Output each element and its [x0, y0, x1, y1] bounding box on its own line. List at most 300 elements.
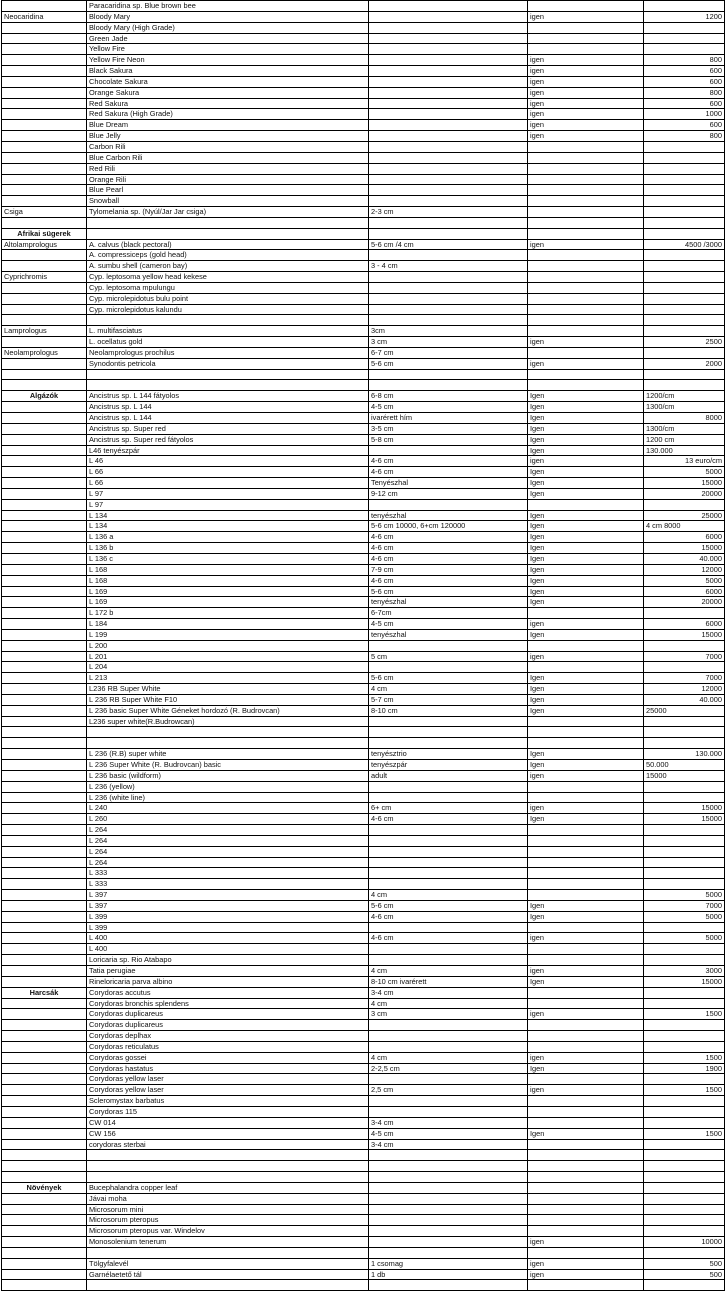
- size-cell: [369, 1096, 528, 1107]
- species-cell: CW 014: [87, 1117, 369, 1128]
- category-cell: [2, 966, 87, 977]
- category-cell: [2, 1096, 87, 1107]
- size-cell: [369, 152, 528, 163]
- price-cell: [644, 879, 725, 890]
- availability-cell: igen: [528, 337, 644, 348]
- category-cell: [2, 1, 87, 12]
- size-cell: [369, 879, 528, 890]
- availability-cell: igen: [528, 358, 644, 369]
- table-row: [2, 640, 725, 651]
- availability-cell: [528, 1204, 644, 1215]
- availability-cell: igen: [528, 66, 644, 77]
- availability-cell: Igen: [528, 488, 644, 499]
- price-cell: [644, 1193, 725, 1204]
- size-cell: [369, 1182, 528, 1193]
- price-cell: [644, 347, 725, 358]
- size-cell: [369, 1041, 528, 1052]
- table-row: [2, 1269, 725, 1280]
- table-row: [2, 532, 725, 543]
- category-cell: [2, 608, 87, 619]
- size-cell: [369, 1280, 528, 1291]
- price-cell: 12000: [644, 684, 725, 695]
- availability-cell: [528, 1215, 644, 1226]
- availability-cell: igen: [528, 1269, 644, 1280]
- table-row: [2, 922, 725, 933]
- species-cell: Chocolate Sakura: [87, 76, 369, 87]
- table-row: [2, 1172, 725, 1183]
- table-row: [2, 1117, 725, 1128]
- size-cell: [369, 1172, 528, 1183]
- availability-cell: [528, 955, 644, 966]
- species-cell: Blue Pearl: [87, 185, 369, 196]
- availability-cell: Igen: [528, 423, 644, 434]
- category-cell: [2, 521, 87, 532]
- price-cell: [644, 304, 725, 315]
- species-cell: L 236 (yellow): [87, 781, 369, 792]
- species-cell: Yellow Fire Neon: [87, 55, 369, 66]
- table-row: [2, 1204, 725, 1215]
- size-cell: 5-6 cm /4 cm: [369, 239, 528, 250]
- price-cell: 3000: [644, 966, 725, 977]
- species-cell: [87, 228, 369, 239]
- size-cell: 5-6 cm 10000, 6+cm 120000: [369, 521, 528, 532]
- category-cell: [2, 1117, 87, 1128]
- species-cell: Carbon Rili: [87, 141, 369, 152]
- size-cell: 3-5 cm: [369, 423, 528, 434]
- category-cell: [2, 66, 87, 77]
- table-row: [2, 423, 725, 434]
- table-row: [2, 575, 725, 586]
- size-cell: tenyészhal: [369, 597, 528, 608]
- category-cell: [2, 1041, 87, 1052]
- category-cell: [2, 423, 87, 434]
- category-cell: [2, 55, 87, 66]
- species-cell: L 240: [87, 803, 369, 814]
- availability-cell: [528, 1193, 644, 1204]
- species-cell: Corydoras gossei: [87, 1052, 369, 1063]
- price-cell: 2500: [644, 337, 725, 348]
- species-cell: Ancistrus sp. L 144: [87, 413, 369, 424]
- category-cell: [2, 575, 87, 586]
- table-row: [2, 337, 725, 348]
- size-cell: [369, 293, 528, 304]
- size-cell: [369, 792, 528, 803]
- availability-cell: igen: [528, 1009, 644, 1020]
- category-cell: [2, 488, 87, 499]
- species-cell: Cyp. microlepidotus bulu point: [87, 293, 369, 304]
- size-cell: 3 cm: [369, 337, 528, 348]
- category-cell: [2, 803, 87, 814]
- availability-cell: [528, 228, 644, 239]
- availability-cell: [528, 1226, 644, 1237]
- size-cell: [369, 196, 528, 207]
- table-row: [2, 33, 725, 44]
- species-cell: Microsorum mini: [87, 1204, 369, 1215]
- species-cell: L 169: [87, 597, 369, 608]
- species-cell: Microsorum pteropus var. Windelov: [87, 1226, 369, 1237]
- category-cell: [2, 109, 87, 120]
- species-cell: L 236 (R.B) super white: [87, 749, 369, 760]
- table-row: [2, 369, 725, 380]
- price-cell: [644, 369, 725, 380]
- price-cell: 5000: [644, 467, 725, 478]
- availability-cell: [528, 716, 644, 727]
- size-cell: 4-6 cm: [369, 911, 528, 922]
- species-cell: L 333: [87, 868, 369, 879]
- size-cell: 4-6 cm: [369, 553, 528, 564]
- price-cell: [644, 326, 725, 337]
- size-cell: 5-7 cm: [369, 694, 528, 705]
- table-row: [2, 478, 725, 489]
- price-cell: 600: [644, 98, 725, 109]
- size-cell: 4 cm: [369, 1052, 528, 1063]
- species-cell: Neolamprologus prochilus: [87, 347, 369, 358]
- table-row: [2, 738, 725, 749]
- table-row: [2, 1128, 725, 1139]
- table-row: [2, 705, 725, 716]
- species-cell: L 397: [87, 900, 369, 911]
- category-cell: [2, 1204, 87, 1215]
- price-cell: [644, 944, 725, 955]
- size-cell: 1 db: [369, 1269, 528, 1280]
- species-cell: Rineloricaria parva albino: [87, 976, 369, 987]
- size-cell: 6+ cm: [369, 803, 528, 814]
- size-cell: [369, 11, 528, 22]
- availability-cell: igen: [528, 87, 644, 98]
- category-cell: [2, 22, 87, 33]
- table-row: [2, 944, 725, 955]
- species-cell: Cyp. microlepidotus kalundu: [87, 304, 369, 315]
- species-cell: Scleromystax barbatus: [87, 1096, 369, 1107]
- table-row: [2, 98, 725, 109]
- category-cell: [2, 814, 87, 825]
- table-row: [2, 380, 725, 391]
- availability-cell: [528, 640, 644, 651]
- availability-cell: [528, 282, 644, 293]
- category-cell: [2, 499, 87, 510]
- price-cell: [644, 835, 725, 846]
- category-cell: [2, 564, 87, 575]
- species-cell: [87, 1172, 369, 1183]
- size-cell: [369, 499, 528, 510]
- price-cell: 8000: [644, 413, 725, 424]
- table-row: [2, 900, 725, 911]
- price-cell: [644, 922, 725, 933]
- availability-cell: igen: [528, 619, 644, 630]
- table-row: [2, 1020, 725, 1031]
- price-cell: 5000: [644, 933, 725, 944]
- table-row: [2, 835, 725, 846]
- size-cell: tenyésztrio: [369, 749, 528, 760]
- size-cell: [369, 185, 528, 196]
- availability-cell: igen: [528, 803, 644, 814]
- price-cell: [644, 1215, 725, 1226]
- availability-cell: [528, 499, 644, 510]
- table-row: [2, 1085, 725, 1096]
- availability-cell: [528, 662, 644, 673]
- size-cell: [369, 141, 528, 152]
- availability-cell: Igen: [528, 532, 644, 543]
- category-cell: [2, 174, 87, 185]
- price-cell: 130.000: [644, 445, 725, 456]
- species-cell: L 400: [87, 933, 369, 944]
- size-cell: [369, 315, 528, 326]
- table-row: [2, 185, 725, 196]
- price-list-table: [1, 0, 725, 1291]
- table-row: [2, 586, 725, 597]
- species-cell: Blue Carbon Rili: [87, 152, 369, 163]
- size-cell: 4-6 cm: [369, 467, 528, 478]
- price-cell: 13 euro/cm: [644, 456, 725, 467]
- size-cell: [369, 640, 528, 651]
- availability-cell: [528, 347, 644, 358]
- category-cell: Algázók: [2, 391, 87, 402]
- size-cell: tenyészhal: [369, 510, 528, 521]
- size-cell: [369, 44, 528, 55]
- table-row: [2, 955, 725, 966]
- size-cell: [369, 1106, 528, 1117]
- category-cell: Cyprichromis: [2, 272, 87, 283]
- size-cell: [369, 163, 528, 174]
- availability-cell: Igen: [528, 402, 644, 413]
- category-cell: Növények: [2, 1182, 87, 1193]
- availability-cell: Igen: [528, 1128, 644, 1139]
- price-cell: 25000: [644, 510, 725, 521]
- price-cell: [644, 152, 725, 163]
- table-row: [2, 11, 725, 22]
- species-cell: L 134: [87, 510, 369, 521]
- species-cell: Corydoras deplhax: [87, 1031, 369, 1042]
- category-cell: [2, 402, 87, 413]
- table-row: [2, 1215, 725, 1226]
- size-cell: [369, 662, 528, 673]
- category-cell: Altolamprologus: [2, 239, 87, 250]
- price-cell: [644, 1041, 725, 1052]
- species-cell: L 97: [87, 499, 369, 510]
- size-cell: [369, 868, 528, 879]
- category-cell: Neolamprologus: [2, 347, 87, 358]
- species-cell: Red Sakura (High Grade): [87, 109, 369, 120]
- species-cell: Ancistrus sp. L 144: [87, 402, 369, 413]
- table-row: [2, 727, 725, 738]
- availability-cell: [528, 998, 644, 1009]
- size-cell: [369, 825, 528, 836]
- category-cell: [2, 337, 87, 348]
- category-cell: [2, 1150, 87, 1161]
- size-cell: [369, 1150, 528, 1161]
- table-row: [2, 662, 725, 673]
- price-cell: [644, 1161, 725, 1172]
- category-cell: [2, 467, 87, 478]
- price-cell: 5000: [644, 911, 725, 922]
- price-cell: [644, 987, 725, 998]
- table-row: [2, 998, 725, 1009]
- species-cell: [87, 1280, 369, 1291]
- species-cell: Green Jade: [87, 33, 369, 44]
- availability-cell: igen: [528, 1052, 644, 1063]
- species-cell: L 168: [87, 564, 369, 575]
- price-cell: 800: [644, 55, 725, 66]
- category-cell: [2, 1226, 87, 1237]
- category-cell: [2, 152, 87, 163]
- table-row: [2, 564, 725, 575]
- species-cell: L 46: [87, 456, 369, 467]
- table-row: [2, 488, 725, 499]
- price-cell: [644, 1280, 725, 1291]
- availability-cell: [528, 1096, 644, 1107]
- price-cell: [644, 1139, 725, 1150]
- price-cell: 15000: [644, 976, 725, 987]
- price-cell: [644, 228, 725, 239]
- size-cell: [369, 1215, 528, 1226]
- price-cell: [644, 272, 725, 283]
- species-cell: A. compressiceps (gold head): [87, 250, 369, 261]
- size-cell: 8-10 cm ivarérett: [369, 976, 528, 987]
- table-row: [2, 1237, 725, 1248]
- availability-cell: igen: [528, 98, 644, 109]
- table-row: [2, 174, 725, 185]
- species-cell: L 172 b: [87, 608, 369, 619]
- availability-cell: Igen: [528, 684, 644, 695]
- species-cell: L 400: [87, 944, 369, 955]
- availability-cell: Igen: [528, 434, 644, 445]
- category-cell: [2, 1161, 87, 1172]
- price-cell: 15000: [644, 803, 725, 814]
- size-cell: [369, 120, 528, 131]
- availability-cell: [528, 141, 644, 152]
- category-cell: [2, 684, 87, 695]
- availability-cell: [528, 250, 644, 261]
- price-cell: [644, 955, 725, 966]
- size-cell: [369, 217, 528, 228]
- table-row: [2, 879, 725, 890]
- table-row: [2, 1161, 725, 1172]
- category-cell: [2, 1074, 87, 1085]
- category-cell: [2, 705, 87, 716]
- table-row: [2, 814, 725, 825]
- price-cell: [644, 1031, 725, 1042]
- table-row: [2, 120, 725, 131]
- price-cell: 600: [644, 66, 725, 77]
- size-cell: [369, 1193, 528, 1204]
- table-row: [2, 781, 725, 792]
- species-cell: Corydoras yellow laser: [87, 1074, 369, 1085]
- price-cell: 1500: [644, 1052, 725, 1063]
- price-cell: 1200: [644, 11, 725, 22]
- availability-cell: [528, 369, 644, 380]
- table-row: [2, 391, 725, 402]
- table-row: [2, 1063, 725, 1074]
- size-cell: 4 cm: [369, 684, 528, 695]
- table-row: [2, 109, 725, 120]
- availability-cell: [528, 608, 644, 619]
- size-cell: 2-2,5 cm: [369, 1063, 528, 1074]
- size-cell: [369, 369, 528, 380]
- category-cell: [2, 857, 87, 868]
- category-cell: [2, 619, 87, 630]
- price-cell: [644, 282, 725, 293]
- category-cell: [2, 413, 87, 424]
- availability-cell: Igen: [528, 705, 644, 716]
- size-cell: 2,5 cm: [369, 1085, 528, 1096]
- price-cell: 500: [644, 1269, 725, 1280]
- price-cell: 7000: [644, 651, 725, 662]
- species-cell: L 184: [87, 619, 369, 630]
- size-cell: 4-5 cm: [369, 1128, 528, 1139]
- category-cell: [2, 890, 87, 901]
- availability-cell: igen: [528, 120, 644, 131]
- table-row: [2, 261, 725, 272]
- size-cell: [369, 835, 528, 846]
- category-cell: [2, 998, 87, 1009]
- size-cell: [369, 33, 528, 44]
- species-cell: L 236 basic Super White Géneket hordozó (R. Budrovcan): [87, 705, 369, 716]
- category-cell: [2, 1193, 87, 1204]
- size-cell: 3 - 4 cm: [369, 261, 528, 272]
- availability-cell: [528, 868, 644, 879]
- category-cell: [2, 835, 87, 846]
- species-cell: Cyp. leptosoma yellow head kekese: [87, 272, 369, 283]
- availability-cell: [528, 1172, 644, 1183]
- price-cell: 7000: [644, 900, 725, 911]
- price-cell: 800: [644, 131, 725, 142]
- category-cell: [2, 976, 87, 987]
- availability-cell: [528, 1117, 644, 1128]
- availability-cell: [528, 1161, 644, 1172]
- category-cell: [2, 781, 87, 792]
- category-cell: [2, 261, 87, 272]
- size-cell: [369, 1031, 528, 1042]
- table-row: [2, 55, 725, 66]
- species-cell: Corydoras hastatus: [87, 1063, 369, 1074]
- species-cell: L 264: [87, 835, 369, 846]
- availability-cell: [528, 1280, 644, 1291]
- size-cell: [369, 1161, 528, 1172]
- price-cell: [644, 293, 725, 304]
- species-cell: L 260: [87, 814, 369, 825]
- size-cell: 4 cm: [369, 890, 528, 901]
- availability-cell: Igen: [528, 445, 644, 456]
- size-cell: [369, 87, 528, 98]
- size-cell: [369, 174, 528, 185]
- price-cell: 1500: [644, 1085, 725, 1096]
- category-cell: [2, 911, 87, 922]
- species-cell: Cyp. leptosoma mpulungu: [87, 282, 369, 293]
- category-cell: [2, 651, 87, 662]
- availability-cell: igen: [528, 1237, 644, 1248]
- availability-cell: igen: [528, 239, 644, 250]
- price-cell: 15000: [644, 478, 725, 489]
- size-cell: [369, 1, 528, 12]
- availability-cell: Igen: [528, 629, 644, 640]
- table-row: [2, 456, 725, 467]
- table-row: [2, 629, 725, 640]
- species-cell: A. sumbu shell (cameron bay): [87, 261, 369, 272]
- price-cell: 800: [644, 87, 725, 98]
- price-cell: [644, 174, 725, 185]
- size-cell: tenyészhal: [369, 629, 528, 640]
- species-cell: Blue Dream: [87, 120, 369, 131]
- table-row: [2, 608, 725, 619]
- category-cell: [2, 369, 87, 380]
- availability-cell: Igen: [528, 597, 644, 608]
- availability-cell: igen: [528, 933, 644, 944]
- price-cell: [644, 1204, 725, 1215]
- price-cell: [644, 1182, 725, 1193]
- species-cell: L236 super white(R.Budrowcan): [87, 716, 369, 727]
- category-cell: [2, 727, 87, 738]
- table-row: [2, 868, 725, 879]
